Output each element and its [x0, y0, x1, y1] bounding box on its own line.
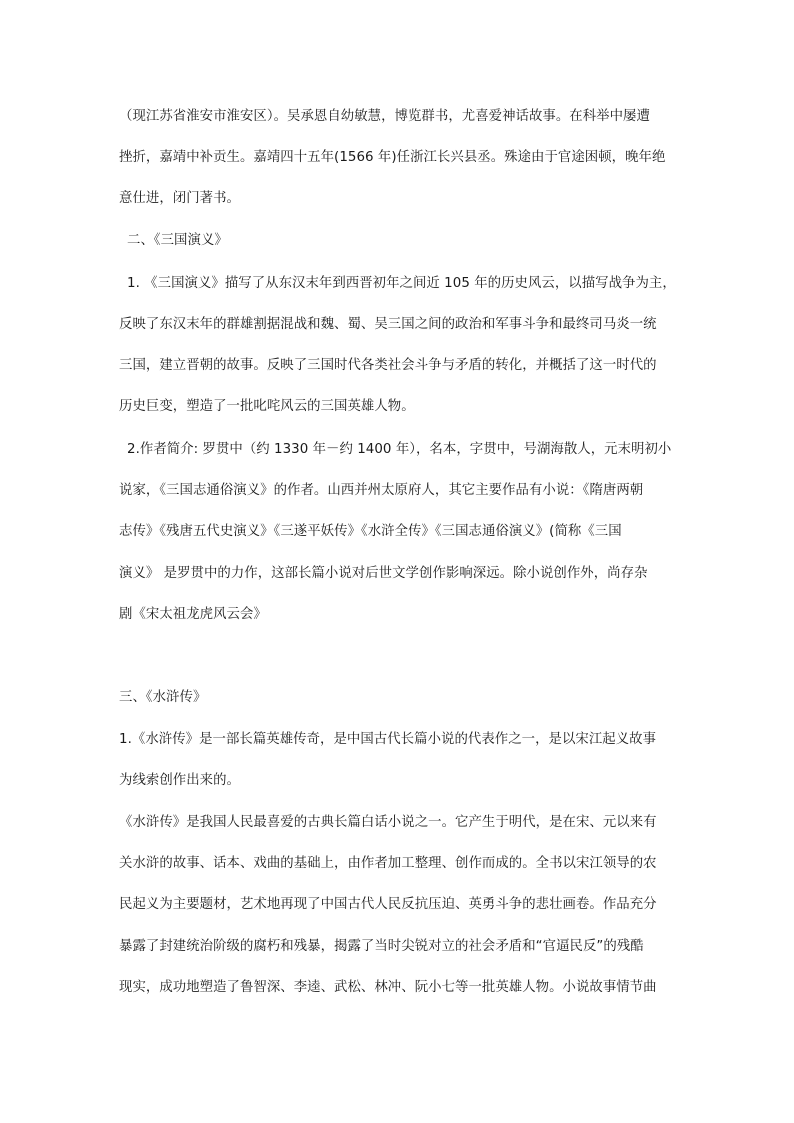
paragraph-line: 《水浒传》是我国人民最喜爱的古典长篇白话小说之一。它产生于明代，是在宋、元以来有 [119, 815, 657, 830]
section-heading-shuihu: 三、《水浒传》 [119, 690, 207, 705]
paragraph-line: 暴露了封建统治阶级的腐朽和残暴，揭露了当时尖锐对立的社会矛盾和“官逼民反”的残酷 [119, 939, 644, 954]
paragraph-line: 三国，建立晋朝的故事。反映了三国时代各类社会斗争与矛盾的转化，并概括了这一时代的 [119, 358, 657, 373]
paragraph-line: 为线索创作出来的。 [119, 773, 240, 788]
section-heading-sanguo: 二、《三国演义》 [127, 233, 228, 248]
paragraph-line: 剧《宋太祖龙虎风云会》 [119, 607, 267, 622]
paragraph-line: 演义》 是罗贯中的力作，这部长篇小说对后世文学创作影响深远。除小说创作外，尚存杂 [119, 566, 648, 581]
paragraph-line: 现实，成功地塑造了鲁智深、李逵、武松、林冲、阮小七等一批英雄人物。小说故事情节曲 [119, 980, 657, 995]
paragraph-line: 2.作者简介: 罗贯中（约 1330 年－约 1400 年），名本，字贯中，号湖海散人，元末明初小 [127, 442, 672, 457]
paragraph-line: 反映了东汉末年的群雄割据混战和魏、蜀、吴三国之间的政治和军事斗争和最终司马炎一统 [119, 317, 657, 332]
paragraph-line: 挫折，嘉靖中补贡生。嘉靖四十五年(1566 年)任浙江长兴县丞。殊途由于官途困顿，晚年绝 [119, 150, 666, 165]
paragraph-line: （现江苏省淮安市淮安区）。吴承恩自幼敏慧，博览群书，尤喜爱神话故事。在科举中屡遭 [119, 109, 650, 124]
paragraph-line: 1. 《三国演义》描写了从东汉末年到西晋初年之间近 105 年的历史风云，以描写战争为主， [127, 276, 676, 291]
paragraph-line: 志传》《残唐五代史演义》《三遂平妖传》《水浒全传》《三国志通俗演义》(简称《三国 [119, 524, 622, 539]
paragraph-line: 历史巨变，塑造了一批叱咤风云的三国英雄人物。 [119, 399, 415, 414]
paragraph-line: 1.《水浒传》是一部长篇英雄传奇，是中国古代长篇小说的代表作之一，是以宋江起义故事 [119, 732, 657, 747]
paragraph-line: 意仕进，闭门著书。 [119, 191, 240, 206]
paragraph-line: 民起义为主要题材，艺术地再现了中国古代人民反抗压迫、英勇斗争的悲壮画卷。作品充分 [119, 897, 657, 912]
paragraph-line: 说家，《三国志通俗演义》的作者。山西并州太原府人，其它主要作品有小说：《隋唐两朝 [119, 483, 644, 498]
paragraph-line: 关水浒的故事、话本、戏曲的基础上，由作者加工整理、创作而成的。全书以宋江领导的农 [119, 856, 657, 871]
